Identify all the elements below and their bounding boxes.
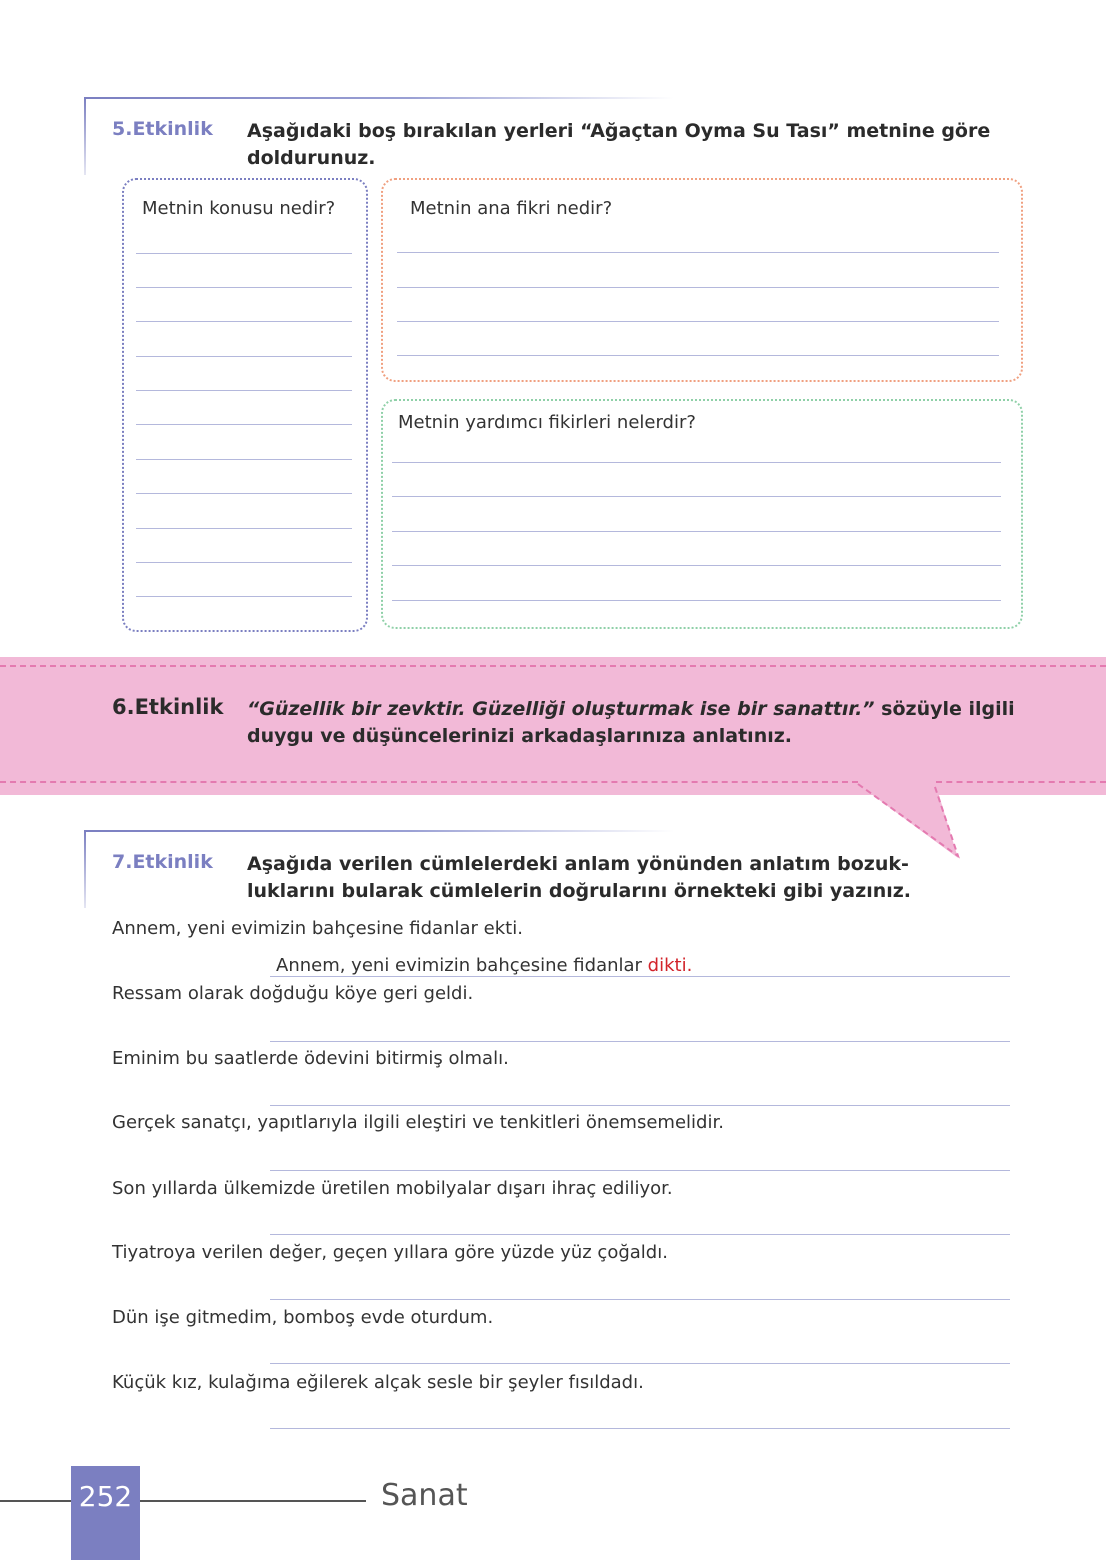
banner-bottom-dash (0, 781, 858, 783)
topic-answer-line[interactable] (136, 459, 352, 460)
answer-line-4[interactable] (270, 1234, 1010, 1235)
footer-line-left (0, 1500, 71, 1502)
activity5-header-vline (84, 97, 86, 175)
topic-box (122, 178, 368, 632)
sentence-3: Gerçek sanatçı, yapıtlarıyla ilgili eleştiri ve tenkitleri önemsemelidir. (112, 1112, 724, 1133)
example-sentence: Annem, yeni evimizin bahçesine fidanlar ekti. (112, 918, 523, 939)
supporting-ideas-question: Metnin yardımcı fikirleri nelerdir? (398, 412, 696, 433)
activity6-after-quote: sözüyle ilgili (874, 698, 1015, 720)
activity7-label: 7.Etkinlik (112, 851, 213, 873)
activity7-instruction (247, 851, 1037, 905)
supporting-answer-line[interactable] (392, 496, 1001, 497)
main-idea-answer-line[interactable] (397, 252, 999, 253)
sentence-7: Küçük kız, kulağıma eğilerek alçak sesle bir şeyler fısıldadı. (112, 1372, 644, 1393)
answer-line-6[interactable] (270, 1363, 1010, 1364)
banner-top-dash (0, 665, 1106, 667)
banner-bottom-dash-right (936, 781, 1106, 783)
answer-line-3[interactable] (270, 1170, 1010, 1171)
sentence-1: Ressam olarak doğduğu köye geri geldi. (112, 983, 474, 1004)
activity5-header-bar (84, 97, 674, 99)
example-answer-prefix: Annem, yeni evimizin bahçesine fidanlar (276, 955, 648, 976)
example-answer-line (270, 976, 1010, 977)
topic-answer-line[interactable] (136, 287, 352, 288)
example-answer-fix: dikti. (647, 955, 693, 976)
activity5-instruction-line2: doldurunuz. (247, 147, 376, 169)
sentence-2: Eminim bu saatlerde ödevini bitirmiş olmalı. (112, 1048, 509, 1069)
activity7-header-bar (84, 830, 674, 832)
main-idea-answer-line[interactable] (397, 355, 999, 356)
activity6-line1 (247, 696, 1037, 723)
topic-answer-line[interactable] (136, 596, 352, 597)
activity5-instruction (247, 118, 1037, 172)
supporting-answer-line[interactable] (392, 531, 1001, 532)
main-idea-answer-line[interactable] (397, 321, 999, 322)
topic-answer-line[interactable] (136, 321, 352, 322)
topic-answer-line[interactable] (136, 424, 352, 425)
topic-question: Metnin konusu nedir? (142, 198, 336, 219)
activity7-header-vline (84, 830, 86, 908)
supporting-answer-line[interactable] (392, 565, 1001, 566)
sentence-6: Dün işe gitmedim, bomboş evde oturdum. (112, 1307, 494, 1328)
answer-line-2[interactable] (270, 1105, 1010, 1106)
supporting-answer-line[interactable] (392, 462, 1001, 463)
page-number: 252 (78, 1480, 133, 1513)
topic-answer-line[interactable] (136, 390, 352, 391)
topic-answer-line[interactable] (136, 562, 352, 563)
activity6-instruction (247, 696, 1037, 750)
activity7-instruction-line2: luklarını bularak cümlelerin doğrularını örnekteki gibi yazınız. (247, 880, 912, 902)
topic-answer-line[interactable] (136, 253, 352, 254)
topic-answer-line[interactable] (136, 528, 352, 529)
answer-line-5[interactable] (270, 1299, 1010, 1300)
activity6-quote: “Güzellik bir zevktir. Güzelliği oluşturmak ise bir sanattır.” (247, 698, 875, 720)
topic-answer-line[interactable] (136, 493, 352, 494)
activity5-instruction-line1: Aşağıdaki boş bırakılan yerleri “Ağaçtan Oyma Su Tası” metnine göre (247, 120, 991, 142)
activity7-instruction-line1: Aşağıda verilen cümlelerdeki anlam yönünden anlatım bozuk- (247, 853, 909, 875)
sentence-4: Son yıllarda ülkemizde üretilen mobilyalar dışarı ihraç ediliyor. (112, 1178, 673, 1199)
answer-line-1[interactable] (270, 1041, 1010, 1042)
supporting-ideas-box (381, 399, 1023, 629)
main-idea-question: Metnin ana fikri nedir? (410, 198, 613, 219)
footer-subject: Sanat (381, 1478, 468, 1513)
answer-line-7[interactable] (270, 1428, 1010, 1429)
topic-answer-line[interactable] (136, 356, 352, 357)
activity6-line2: duygu ve düşüncelerinizi arkadaşlarınıza anlatınız. (247, 725, 793, 747)
footer-line-right (140, 1500, 366, 1502)
supporting-answer-line[interactable] (392, 600, 1001, 601)
sentence-5: Tiyatroya verilen değer, geçen yıllara göre yüzde yüz çoğaldı. (112, 1242, 668, 1263)
main-idea-answer-line[interactable] (397, 287, 999, 288)
example-answer (276, 955, 692, 976)
activity6-label: 6.Etkinlik (112, 695, 224, 719)
activity5-label: 5.Etkinlik (112, 118, 213, 140)
